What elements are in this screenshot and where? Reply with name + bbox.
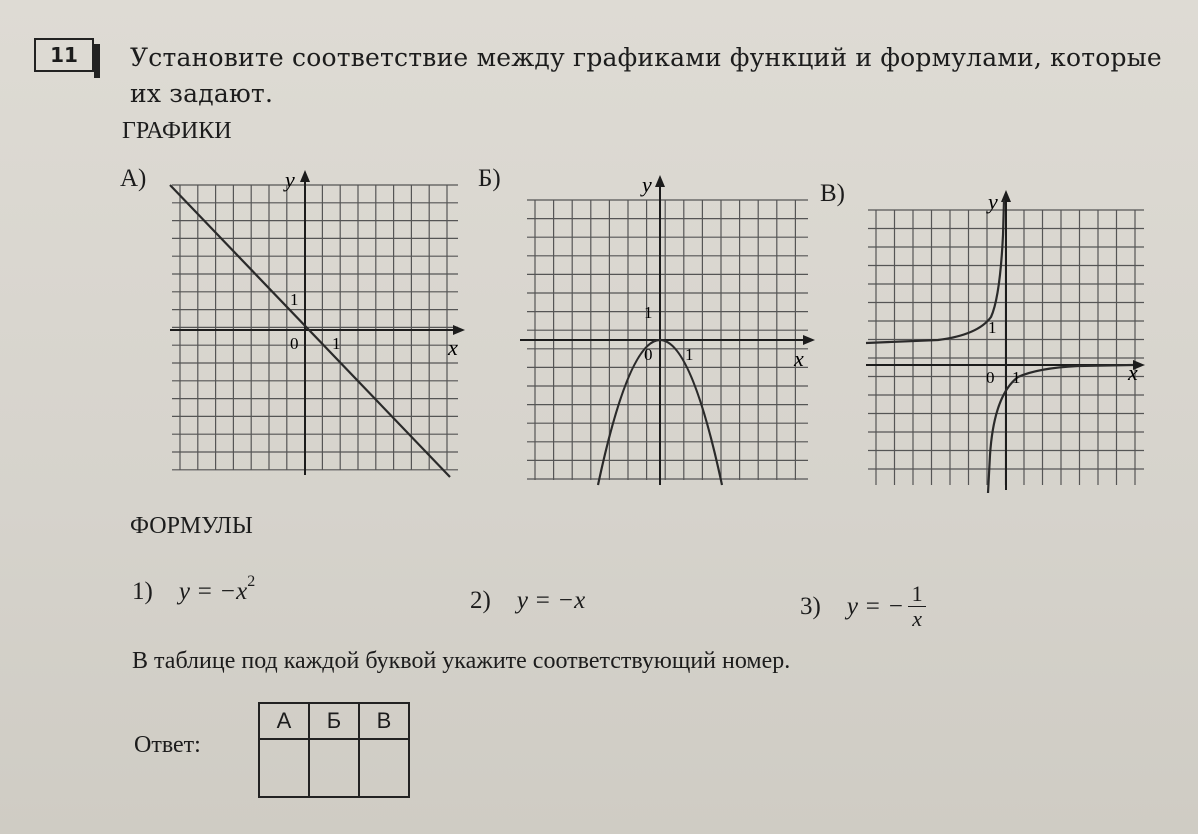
task-number-box: 11 — [34, 38, 94, 72]
graph-a-unit-x: 1 — [332, 334, 341, 353]
instruction-text: В таблице под каждой буквой укажите соответствующий номер. — [132, 648, 791, 674]
graph-b-unit-x: 1 — [685, 345, 694, 364]
formula-2 — [470, 587, 585, 615]
formula-2-expression: y = −x — [516, 587, 586, 614]
graph-a-letter: А) — [120, 165, 147, 192]
graph-b-unit-y: 1 — [644, 303, 653, 322]
graph-a-grid — [172, 185, 458, 470]
graph-a-origin-label: 0 — [290, 334, 299, 353]
formula-3-number: 3) — [800, 592, 821, 620]
task-statement: Установите соответствие между графиками функций и формулами, которые их задают. — [130, 43, 1162, 108]
answer-header-a: А — [259, 703, 309, 739]
formula-3-expression: y = − — [846, 592, 905, 620]
graph-c-unit-x: 1 — [1012, 368, 1021, 387]
graph-b-y-label: y — [642, 172, 652, 197]
graph-a — [160, 165, 475, 480]
formula-3-denominator: x — [912, 606, 923, 631]
formula-2-number: 2) — [470, 587, 491, 614]
formula-1-number: 1) — [132, 578, 153, 605]
answer-cell-b[interactable] — [309, 739, 359, 797]
answer-table — [258, 702, 410, 798]
graph-c — [858, 185, 1158, 495]
formula-1 — [132, 573, 256, 606]
graph-a-x-label: x — [448, 335, 458, 360]
graph-b-y-arrow — [655, 175, 665, 187]
graph-c-origin-label: 0 — [986, 368, 995, 387]
answer-header-b: Б — [309, 703, 359, 739]
graph-c-x-label: x — [1128, 360, 1138, 385]
graph-b-origin-label: 0 — [644, 345, 653, 364]
graph-a-unit-y: 1 — [290, 290, 299, 309]
formula-3-fraction — [908, 582, 926, 631]
graph-b-x-arrow — [803, 335, 815, 345]
graph-a-y-label: y — [285, 167, 295, 192]
formula-1-power: 2 — [247, 573, 256, 590]
answer-cell-a[interactable] — [259, 739, 309, 797]
graph-c-letter: В) — [820, 180, 845, 207]
formula-3 — [800, 582, 926, 631]
answer-label: Ответ: — [134, 732, 201, 758]
graph-b — [510, 170, 825, 490]
graph-a-x-arrow — [453, 325, 465, 335]
formula-3-numerator: 1 — [911, 581, 923, 606]
answer-header-c: В — [359, 703, 409, 739]
graph-c-unit-y: 1 — [988, 318, 997, 337]
graphs-title: ГРАФИКИ — [122, 118, 232, 144]
formulas-title: ФОРМУЛЫ — [130, 513, 253, 539]
graph-b-x-label: x — [794, 346, 804, 371]
graph-c-y-label: y — [988, 189, 998, 214]
graph-b-letter: Б) — [478, 165, 501, 192]
graph-a-y-arrow — [300, 170, 310, 182]
answer-cell-c[interactable] — [359, 739, 409, 797]
formula-1-expression: y = −x — [178, 578, 248, 605]
graph-c-y-arrow — [1001, 190, 1011, 202]
